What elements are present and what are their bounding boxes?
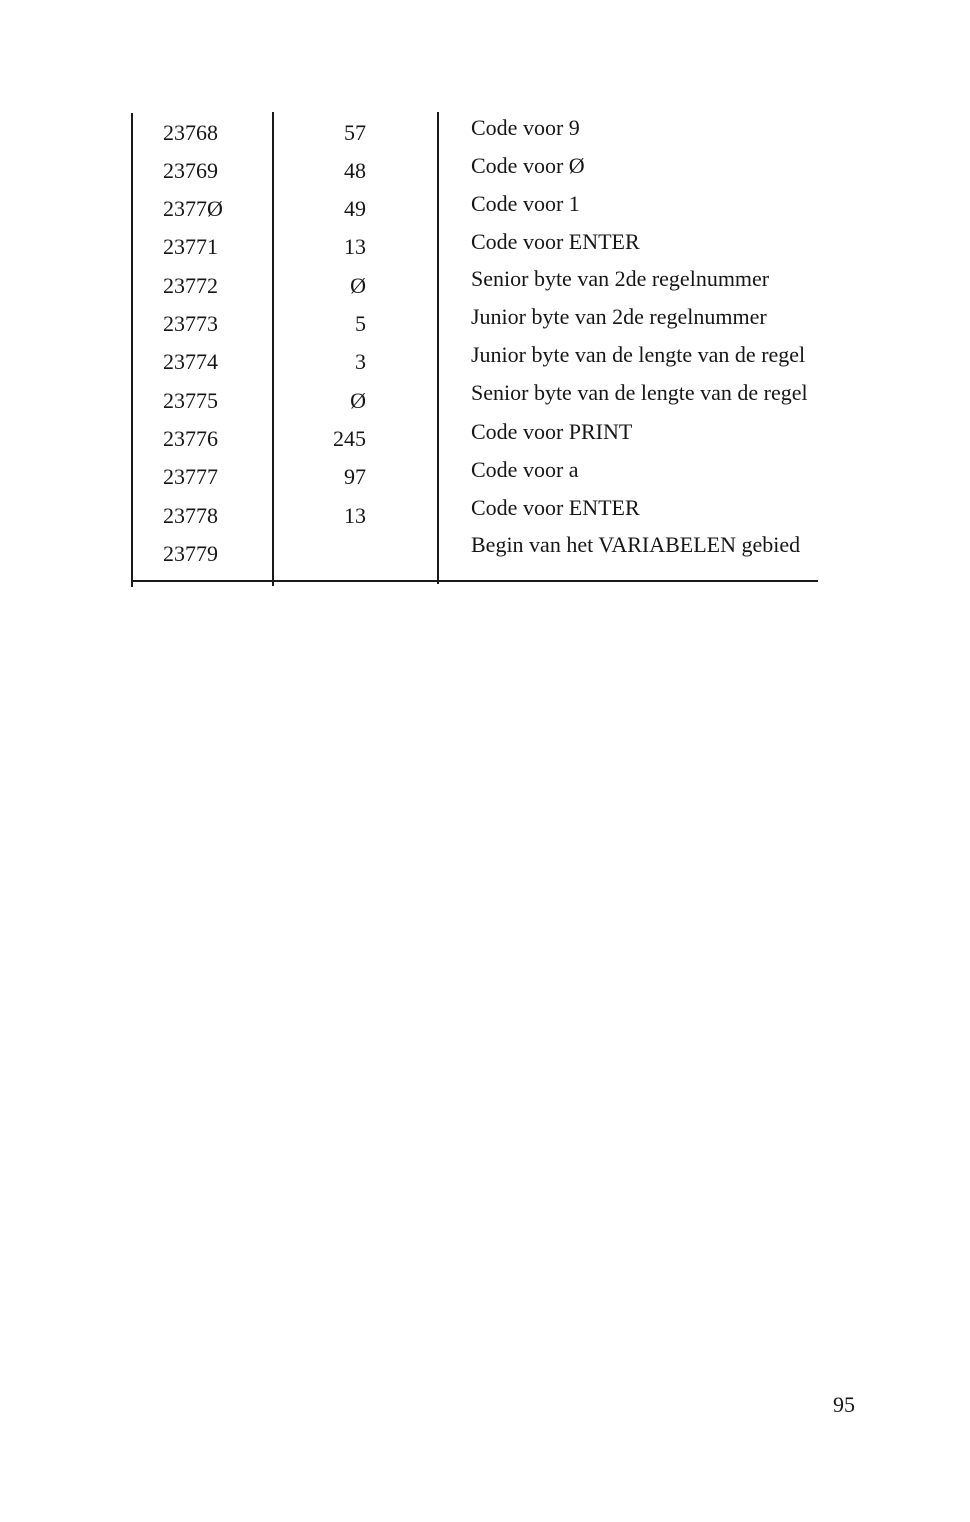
- value-cell: 57: [344, 120, 366, 145]
- table-left-border: [131, 113, 133, 587]
- description-cell: Code voor a: [471, 457, 579, 482]
- page-number: 95: [833, 1392, 855, 1417]
- address-cell: 23776: [163, 426, 218, 451]
- table-divider-2: [437, 112, 439, 584]
- description-cell: Begin van het VARIABELEN gebied: [471, 532, 801, 557]
- address-cell: 23768: [163, 120, 218, 145]
- description-cell: Code voor Ø: [471, 153, 585, 178]
- value-cell: 48: [344, 158, 366, 183]
- address-cell: 23774: [163, 349, 218, 374]
- description-cell: Code voor 1: [471, 191, 580, 216]
- address-cell: 23772: [163, 273, 218, 298]
- value-cell: Ø: [350, 273, 366, 298]
- description-cell: Code voor ENTER: [471, 495, 640, 520]
- value-cell: 13: [344, 503, 366, 528]
- address-cell: 23775: [163, 388, 218, 413]
- table-divider-1: [272, 112, 274, 586]
- table-bottom-border: [131, 580, 818, 582]
- address-cell: 23769: [163, 158, 218, 183]
- address-cell: 23773: [163, 311, 218, 336]
- description-cell: Junior byte van 2de regelnummer: [471, 304, 767, 329]
- description-cell: Code voor PRINT: [471, 419, 633, 444]
- value-cell: 5: [355, 311, 366, 336]
- description-cell: Junior byte van de lengte van de regel: [471, 342, 806, 367]
- address-cell: 23771: [163, 234, 218, 259]
- value-cell: 97: [344, 464, 366, 489]
- description-cell: Senior byte van 2de regelnummer: [471, 266, 770, 291]
- description-cell: Code voor 9: [471, 115, 580, 140]
- address-cell: 23779: [163, 541, 218, 566]
- address-cell: 2377Ø: [163, 196, 223, 221]
- value-cell: 245: [333, 426, 366, 451]
- description-cell: Senior byte van de lengte van de regel: [471, 380, 808, 405]
- value-cell: 3: [355, 349, 366, 374]
- address-cell: 23778: [163, 503, 218, 528]
- value-cell: Ø: [350, 388, 366, 413]
- address-cell: 23777: [163, 464, 218, 489]
- value-cell: 49: [344, 196, 366, 221]
- description-cell: Code voor ENTER: [471, 229, 640, 254]
- value-cell: 13: [344, 234, 366, 259]
